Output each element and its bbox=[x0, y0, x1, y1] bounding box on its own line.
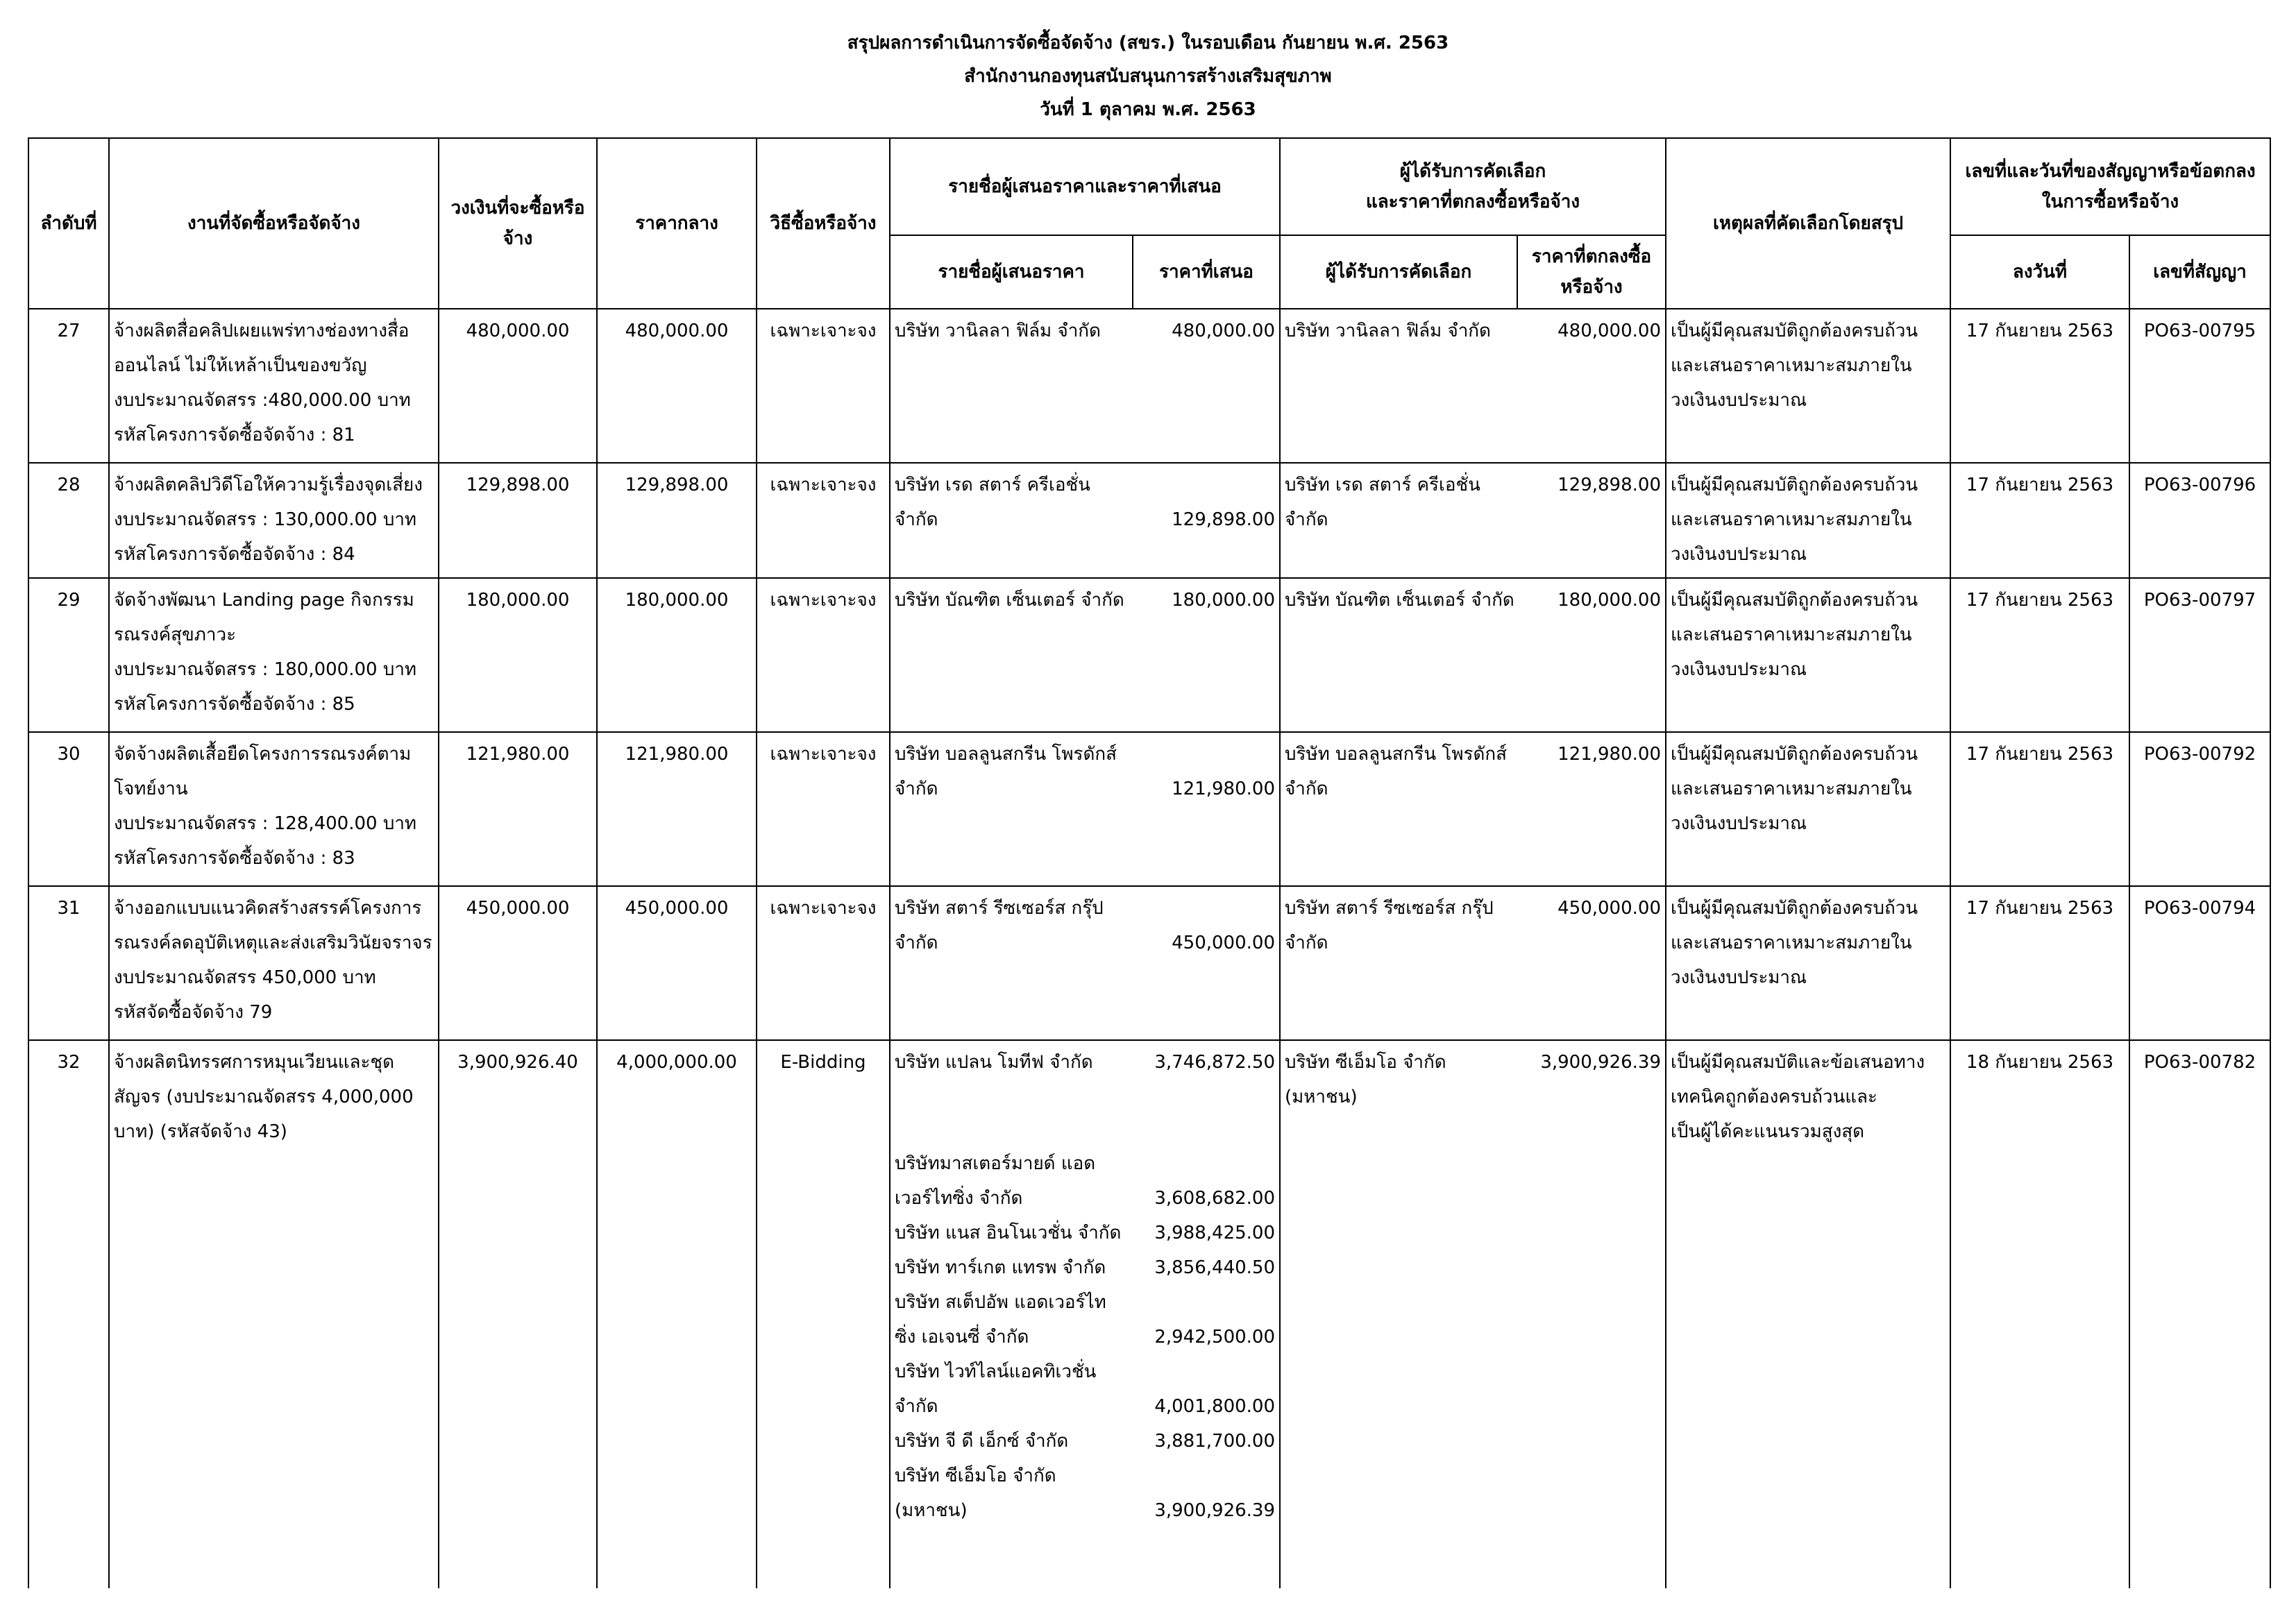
budget-amount: 121,980.00 bbox=[466, 744, 570, 765]
winner-cell bbox=[1280, 1040, 1666, 1588]
bidder-entry bbox=[895, 1424, 1275, 1459]
bid-price: 2,942,500.00 bbox=[1154, 1327, 1275, 1348]
sign-date-cell bbox=[1950, 732, 2129, 886]
bidder-name: บริษัท เรด สตาร์ ครีเอชั่น จำกัด bbox=[895, 475, 1090, 530]
contract-no-cell bbox=[2129, 309, 2270, 463]
budget-amount: 450,000.00 bbox=[466, 898, 570, 919]
work-line: โจทย์งาน bbox=[114, 779, 188, 799]
work-line: รณรงค์สุขภาวะ bbox=[114, 624, 237, 645]
document-date: วันที่ 1 ตุลาคม พ.ศ. 2563 bbox=[1040, 99, 1256, 120]
reason-cell bbox=[1666, 309, 1950, 463]
contract-no: PO63-00792 bbox=[2143, 744, 2256, 765]
procurement-method: E-Bidding bbox=[780, 1052, 866, 1073]
organization-name: สำนักงานกองทุนสนับสนุนการสร้างเสริมสุขภาพ bbox=[964, 66, 1332, 87]
bidder-entry bbox=[895, 583, 1275, 618]
bidder-name: บริษัท วานิลลา ฟิล์ม จำกัด bbox=[895, 321, 1101, 341]
row-no: 32 bbox=[57, 1052, 81, 1073]
contract-no-cell bbox=[2129, 1040, 2270, 1588]
work-line: รหัสจัดซื้อจัดจ้าง 79 bbox=[114, 1002, 273, 1023]
bidders-cell bbox=[890, 463, 1280, 578]
reason-cell bbox=[1666, 463, 1950, 578]
document-title: สรุปผลการดำเนินการจัดซื้อจัดจ้าง (สขร.) ในรอบเดือน กันยายน พ.ศ. 2563 bbox=[847, 33, 1449, 53]
budget-amount: 129,898.00 bbox=[466, 475, 570, 495]
row-no-cell bbox=[28, 578, 109, 732]
procurement-table bbox=[28, 137, 2271, 1588]
median-price: 480,000.00 bbox=[625, 321, 729, 341]
contract-no-cell bbox=[2129, 463, 2270, 578]
table-body bbox=[28, 309, 2270, 1588]
bid-price: 3,881,700.00 bbox=[1154, 1431, 1275, 1452]
contract-no: PO63-00797 bbox=[2143, 590, 2256, 611]
median-price: 4,000,000.00 bbox=[616, 1052, 737, 1073]
winner-name: บริษัท บัณฑิต เซ็นเตอร์ จำกัด bbox=[1285, 590, 1514, 611]
bid-price: 3,900,926.39 bbox=[1154, 1500, 1275, 1521]
contract-no-cell bbox=[2129, 886, 2270, 1040]
work-line: งบประมาณจัดสรร : 128,400.00 บาท bbox=[114, 813, 417, 834]
winner-entry bbox=[1285, 583, 1661, 618]
bidder-name: บริษัท ทาร์เกต แทรพ จำกัด bbox=[895, 1257, 1106, 1278]
winner-entry bbox=[1285, 468, 1661, 537]
table-row bbox=[28, 1040, 2270, 1588]
work-description-cell bbox=[109, 732, 439, 886]
procurement-method: เฉพาะเจาะจง bbox=[770, 590, 877, 611]
work-line: รหัสโครงการจัดซื้อจัดจ้าง : 85 bbox=[114, 694, 355, 715]
sign-date: 17 กันยายน 2563 bbox=[1966, 475, 2114, 495]
table-row bbox=[28, 732, 2270, 886]
contract-no: PO63-00794 bbox=[2143, 898, 2256, 919]
bidder-name: บริษัท แนส อินโนเวชั่น จำกัด bbox=[895, 1223, 1122, 1243]
reason-line: วงเงินงบประมาณ bbox=[1671, 813, 1807, 834]
table-row bbox=[28, 309, 2270, 463]
bidder-entry bbox=[895, 1216, 1275, 1250]
median-price: 450,000.00 bbox=[625, 898, 729, 919]
bidder-name: บริษัท สเต็ปอัพ แอดเวอร์ไท ซิ่ง เอเจนซี่ จำกัด bbox=[895, 1292, 1106, 1348]
procurement-method: เฉพาะเจาะจง bbox=[770, 321, 877, 341]
median-price-cell bbox=[597, 1040, 757, 1588]
winner-name: บริษัท สตาร์ รีซเซอร์ส กรุ๊ป จำกัด bbox=[1285, 898, 1494, 953]
col-contract-group: เลขที่และวันที่ของสัญญาหรือข้อตกลงในการซื้อหรือจ้าง bbox=[1950, 138, 2270, 235]
contract-no: PO63-00782 bbox=[2143, 1052, 2256, 1073]
winner-cell bbox=[1280, 578, 1666, 732]
budget-amount: 480,000.00 bbox=[466, 321, 570, 341]
bid-price: 3,856,440.50 bbox=[1154, 1257, 1275, 1278]
work-line: รณรงค์ลดอุบัติเหตุและส่งเสริมวินัยจราจร bbox=[114, 933, 432, 953]
budget-amount: 180,000.00 bbox=[466, 590, 570, 611]
work-line: รหัสโครงการจัดซื้อจัดจ้าง : 84 bbox=[114, 544, 355, 565]
reason-line: และเสนอราคาเหมาะสมภายใน bbox=[1671, 624, 1912, 645]
method-cell bbox=[757, 463, 890, 578]
reason-line: เป็นผู้มีคุณสมบัติถูกต้องครบถ้วน bbox=[1671, 590, 1918, 611]
reason-line: เป็นผู้มีคุณสมบัติและข้อเสนอทาง bbox=[1671, 1052, 1925, 1073]
budget-amount: 3,900,926.40 bbox=[457, 1052, 578, 1073]
bid-price: 121,980.00 bbox=[1172, 779, 1275, 799]
col-bidder-name: รายชื่อผู้เสนอราคา bbox=[890, 235, 1133, 309]
procurement-method: เฉพาะเจาะจง bbox=[770, 744, 877, 765]
reason-line: เป็นผู้ได้คะแนนรวมสูงสุด bbox=[1671, 1121, 1865, 1142]
bidders-cell bbox=[890, 886, 1280, 1040]
bidder-name: บริษัท สตาร์ รีซเซอร์ส กรุ๊ป จำกัด bbox=[895, 898, 1104, 953]
col-method: วิธีซื้อหรือจ้าง bbox=[757, 138, 890, 309]
bid-price: 3,746,872.50 bbox=[1154, 1052, 1275, 1073]
sign-date: 17 กันยายน 2563 bbox=[1966, 898, 2114, 919]
row-no-cell bbox=[28, 886, 109, 1040]
bidder-entry bbox=[895, 1250, 1275, 1285]
winner-cell bbox=[1280, 463, 1666, 578]
col-winner-group bbox=[1280, 138, 1666, 235]
work-line: งบประมาณจัดสรร : 130,000.00 บาท bbox=[114, 509, 417, 530]
bid-price: 180,000.00 bbox=[1172, 590, 1275, 611]
median-price-cell bbox=[597, 732, 757, 886]
reason-line: วงเงินงบประมาณ bbox=[1671, 390, 1807, 411]
work-description-cell bbox=[109, 578, 439, 732]
agreed-price: 450,000.00 bbox=[1558, 898, 1661, 919]
bidders-cell bbox=[890, 578, 1280, 732]
row-no-cell bbox=[28, 463, 109, 578]
bidder-entry bbox=[895, 1354, 1275, 1424]
contract-no-cell bbox=[2129, 578, 2270, 732]
bidder-name: บริษัท บัณฑิต เซ็นเตอร์ จำกัด bbox=[895, 590, 1124, 611]
reason-line: และเสนอราคาเหมาะสมภายใน bbox=[1671, 509, 1912, 530]
work-description-cell bbox=[109, 1040, 439, 1588]
bidder-name: บริษัทมาสเตอร์มายด์ แอด เวอร์ไทซิ่ง จำกัด bbox=[895, 1153, 1096, 1209]
row-no-cell bbox=[28, 732, 109, 886]
contract-no: PO63-00796 bbox=[2143, 475, 2256, 495]
median-price: 121,980.00 bbox=[625, 744, 729, 765]
col-winner-group-line-2: และราคาที่ตกลงซื้อหรือจ้าง bbox=[1365, 192, 1580, 212]
col-budget: วงเงินที่จะซื้อหรือจ้าง bbox=[439, 138, 597, 309]
bid-price: 3,988,425.00 bbox=[1154, 1223, 1275, 1243]
procurement-method: เฉพาะเจาะจง bbox=[770, 898, 877, 919]
sign-date: 18 กันยายน 2563 bbox=[1966, 1052, 2114, 1073]
reason-line: เป็นผู้มีคุณสมบัติถูกต้องครบถ้วน bbox=[1671, 475, 1918, 495]
budget-cell bbox=[439, 578, 597, 732]
col-winner-name: ผู้ได้รับการคัดเลือก bbox=[1280, 235, 1517, 309]
method-cell bbox=[757, 886, 890, 1040]
col-no: ลำดับที่ bbox=[28, 138, 109, 309]
median-price-cell bbox=[597, 309, 757, 463]
reason-line: เทคนิคถูกต้องครบถ้วนและ bbox=[1671, 1087, 1877, 1107]
reason-line: และเสนอราคาเหมาะสมภายใน bbox=[1671, 779, 1912, 799]
row-no: 27 bbox=[57, 321, 81, 341]
col-bidders-group: รายชื่อผู้เสนอราคาและราคาที่เสนอ bbox=[890, 138, 1280, 235]
work-line: สัญจร (งบประมาณจัดสรร 4,000,000 bbox=[114, 1087, 414, 1107]
reason-line: วงเงินงบประมาณ bbox=[1671, 544, 1807, 565]
work-line: จัดจ้างพัฒนา Landing page กิจกรรม bbox=[114, 590, 414, 611]
work-line: จ้างผลิตคลิปวิดีโอให้ความรู้เรื่องจุดเสี่ยง bbox=[114, 475, 423, 495]
sign-date-cell bbox=[1950, 309, 2129, 463]
work-line: จ้างผลิตสื่อคลิปเผยแพร่ทางช่องทางสื่อ bbox=[114, 321, 410, 341]
reason-cell bbox=[1666, 578, 1950, 732]
reason-line: วงเงินงบประมาณ bbox=[1671, 967, 1807, 988]
work-description-cell bbox=[109, 309, 439, 463]
method-cell bbox=[757, 309, 890, 463]
contract-no: PO63-00795 bbox=[2143, 321, 2256, 341]
work-description-cell bbox=[109, 463, 439, 578]
procurement-method: เฉพาะเจาะจง bbox=[770, 475, 877, 495]
sign-date: 17 กันยายน 2563 bbox=[1966, 744, 2114, 765]
winner-name: บริษัท บอลลูนสกรีน โพรดักส์ จำกัด bbox=[1285, 744, 1507, 799]
agreed-price: 180,000.00 bbox=[1558, 590, 1661, 611]
col-bid-price: ราคาที่เสนอ bbox=[1133, 235, 1280, 309]
bid-price: 4,001,800.00 bbox=[1154, 1396, 1275, 1417]
col-reason: เหตุผลที่คัดเลือกโดยสรุป bbox=[1666, 138, 1950, 309]
col-median: ราคากลาง bbox=[597, 138, 757, 309]
median-price-cell bbox=[597, 463, 757, 578]
table-row bbox=[28, 886, 2270, 1040]
sign-date-cell bbox=[1950, 1040, 2129, 1588]
budget-cell bbox=[439, 1040, 597, 1588]
bidder-entry bbox=[895, 1285, 1275, 1354]
bidders-cell bbox=[890, 1040, 1280, 1588]
work-line: รหัสโครงการจัดซื้อจัดจ้าง : 81 bbox=[114, 425, 355, 445]
row-no: 29 bbox=[57, 590, 81, 611]
work-line: งบประมาณจัดสรร :480,000.00 บาท bbox=[114, 390, 411, 411]
budget-cell bbox=[439, 886, 597, 1040]
bidders-cell bbox=[890, 309, 1280, 463]
reason-line: วงเงินงบประมาณ bbox=[1671, 659, 1807, 680]
winner-entry bbox=[1285, 891, 1661, 960]
agreed-price: 129,898.00 bbox=[1558, 475, 1661, 495]
bid-price: 3,608,682.00 bbox=[1154, 1188, 1275, 1209]
winner-name: บริษัท เรด สตาร์ ครีเอชั่น จำกัด bbox=[1285, 475, 1480, 530]
reason-cell bbox=[1666, 1040, 1950, 1588]
budget-cell bbox=[439, 463, 597, 578]
bidder-entry bbox=[895, 1459, 1275, 1528]
sign-date: 17 กันยายน 2563 bbox=[1966, 321, 2114, 341]
median-price-cell bbox=[597, 578, 757, 732]
work-line: รหัสโครงการจัดซื้อจัดจ้าง : 83 bbox=[114, 848, 355, 869]
document-header bbox=[0, 26, 2296, 126]
winner-entry bbox=[1285, 737, 1661, 806]
work-line: บาท) (รหัสจัดจ้าง 43) bbox=[114, 1121, 287, 1142]
work-line: จ้างออกแบบแนวคิดสร้างสรรค์โครงการ bbox=[114, 898, 422, 919]
col-winner-group-line-1: ผู้ได้รับการคัดเลือก bbox=[1399, 161, 1546, 182]
winner-name: บริษัท ซีเอ็มโอ จำกัด (มหาชน) bbox=[1285, 1052, 1446, 1107]
work-line: ออนไลน์ ไม่ให้เหล้าเป็นของขวัญ bbox=[114, 355, 367, 376]
row-no-cell bbox=[28, 1040, 109, 1588]
col-contract-no: เลขที่สัญญา bbox=[2129, 235, 2270, 309]
sign-date-cell bbox=[1950, 886, 2129, 1040]
winner-entry bbox=[1285, 314, 1661, 348]
row-no-cell bbox=[28, 309, 109, 463]
budget-cell bbox=[439, 732, 597, 886]
reason-cell bbox=[1666, 886, 1950, 1040]
table-row bbox=[28, 578, 2270, 732]
median-price-cell bbox=[597, 886, 757, 1040]
work-line: จัดจ้างผลิตเสื้อยืดโครงการรณรงค์ตาม bbox=[114, 744, 412, 765]
row-no: 28 bbox=[57, 475, 81, 495]
bidder-name: บริษัท ซีเอ็มโอ จำกัด (มหาชน) bbox=[895, 1465, 1056, 1521]
winner-cell bbox=[1280, 886, 1666, 1040]
work-description-cell bbox=[109, 886, 439, 1040]
budget-cell bbox=[439, 309, 597, 463]
sign-date-cell bbox=[1950, 463, 2129, 578]
bidder-entry bbox=[895, 314, 1275, 348]
table-row bbox=[28, 463, 2270, 578]
sign-date: 17 กันยายน 2563 bbox=[1966, 590, 2114, 611]
reason-line: เป็นผู้มีคุณสมบัติถูกต้องครบถ้วน bbox=[1671, 744, 1918, 765]
bid-price: 480,000.00 bbox=[1172, 321, 1275, 341]
median-price: 180,000.00 bbox=[625, 590, 729, 611]
winner-entry bbox=[1285, 1045, 1661, 1114]
median-price: 129,898.00 bbox=[625, 475, 729, 495]
bidder-entry bbox=[895, 468, 1275, 537]
bidder-name: บริษัท บอลลูนสกรีน โพรดักส์ จำกัด bbox=[895, 744, 1117, 799]
reason-line: และเสนอราคาเหมาะสมภายใน bbox=[1671, 355, 1912, 376]
winner-name: บริษัท วานิลลา ฟิล์ม จำกัด bbox=[1285, 321, 1491, 341]
bidder-entry bbox=[895, 737, 1275, 806]
bidder-entry bbox=[895, 891, 1275, 960]
reason-line: และเสนอราคาเหมาะสมภายใน bbox=[1671, 933, 1912, 953]
row-no: 30 bbox=[57, 744, 81, 765]
reason-line: เป็นผู้มีคุณสมบัติถูกต้องครบถ้วน bbox=[1671, 321, 1918, 341]
row-no: 31 bbox=[57, 898, 81, 919]
header-row-1 bbox=[28, 138, 2270, 235]
bidder-name: บริษัท แปลน โมทีฟ จำกัด bbox=[895, 1052, 1093, 1073]
bid-price: 129,898.00 bbox=[1172, 509, 1275, 530]
bidder-entry bbox=[895, 1146, 1275, 1216]
method-cell bbox=[757, 578, 890, 732]
winner-cell bbox=[1280, 309, 1666, 463]
method-cell bbox=[757, 732, 890, 886]
work-line: จ้างผลิตนิทรรศการหมุนเวียนและชุด bbox=[114, 1052, 394, 1073]
bidder-name: บริษัท ไวท์ไลน์แอคทิเวชั่น จำกัด bbox=[895, 1361, 1097, 1417]
work-line: งบประมาณจัดสรร : 180,000.00 บาท bbox=[114, 659, 417, 680]
reason-line: เป็นผู้มีคุณสมบัติถูกต้องครบถ้วน bbox=[1671, 898, 1918, 919]
method-cell bbox=[757, 1040, 890, 1588]
contract-no-cell bbox=[2129, 732, 2270, 886]
bidders-cell bbox=[890, 732, 1280, 886]
bid-price: 450,000.00 bbox=[1172, 933, 1275, 953]
reason-cell bbox=[1666, 732, 1950, 886]
agreed-price: 121,980.00 bbox=[1558, 744, 1661, 765]
bidder-entry bbox=[895, 1045, 1275, 1080]
winner-cell bbox=[1280, 732, 1666, 886]
agreed-price: 480,000.00 bbox=[1558, 321, 1661, 341]
sign-date-cell bbox=[1950, 578, 2129, 732]
bidder-name: บริษัท จี ดี เอ็กซ์ จำกัด bbox=[895, 1431, 1069, 1452]
col-sign-date: ลงวันที่ bbox=[1950, 235, 2129, 309]
work-line: งบประมาณจัดสรร 450,000 บาท bbox=[114, 967, 376, 988]
agreed-price: 3,900,926.39 bbox=[1540, 1052, 1661, 1073]
col-agreed-price: ราคาที่ตกลงซื้อหรือจ้าง bbox=[1517, 235, 1666, 309]
col-work: งานที่จัดซื้อหรือจัดจ้าง bbox=[109, 138, 439, 309]
